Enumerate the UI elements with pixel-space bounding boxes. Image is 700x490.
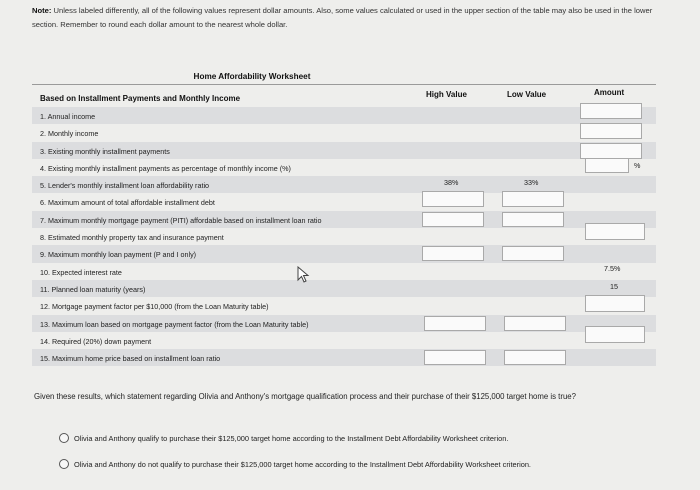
table-row [32, 211, 656, 228]
table-row [32, 228, 656, 245]
row-label: 9. Maximum monthly loan payment (P and I only) [40, 250, 197, 260]
note-label: Note: [32, 6, 52, 15]
option-label: Olivia and Anthony qualify to purchase their $125,000 target home according to the Installment Debt Affordability Worksheet criterion. [74, 434, 509, 443]
table-row [32, 193, 656, 210]
radio-button[interactable] [59, 459, 69, 469]
max-installment-debt-low-input[interactable] [502, 191, 564, 207]
max-home-price-high-input[interactable] [424, 350, 486, 365]
row-label: 6. Maximum amount of total affordable installment debt [40, 198, 215, 208]
row-label: 7. Maximum monthly mortgage payment (PITI) affordable based on installment loan ratio [40, 215, 322, 225]
row-label: 4. Existing monthly installment payments as percentage of monthly income (%) [40, 163, 291, 173]
row-label: 12. Mortgage payment factor per $10,000 (from the Loan Maturity table) [40, 302, 269, 312]
table-row [32, 142, 656, 159]
worksheet-table [32, 107, 656, 366]
interest-rate-value: 7.5% [604, 263, 621, 273]
table-row [32, 297, 656, 314]
percent-unit: % [634, 160, 641, 170]
row-label: 15. Maximum home price based on installment loan ratio [40, 354, 221, 364]
affordability-ratio-high: 38% [444, 178, 459, 188]
table-row [32, 263, 656, 280]
table-row [32, 159, 656, 176]
max-piti-high-input[interactable] [422, 212, 484, 227]
table-row [32, 124, 656, 141]
property-tax-insurance-input[interactable] [585, 223, 645, 240]
row-label: 11. Planned loan maturity (years) [40, 284, 146, 294]
radio-button[interactable] [59, 433, 69, 443]
installment-percentage-input[interactable] [585, 158, 629, 173]
row-label: 3. Existing monthly installment payments [40, 146, 170, 156]
max-piti-low-input[interactable] [502, 212, 564, 227]
table-row [32, 107, 656, 124]
row-label: 14. Required (20%) down payment [40, 336, 152, 346]
max-loan-payment-high-input[interactable] [422, 246, 484, 261]
row-label: 13. Maximum loan based on mortgage payment factor (from the Loan Maturity table) [40, 319, 309, 329]
table-row [32, 332, 656, 349]
max-installment-debt-high-input[interactable] [422, 191, 484, 207]
table-row [32, 280, 656, 297]
column-header-amount: Amount [594, 88, 625, 97]
table-row [32, 349, 656, 366]
existing-installment-payments-input[interactable] [580, 143, 642, 159]
column-header-low: Low Value [507, 90, 547, 99]
section-heading: Based on Installment Payments and Monthly Income [40, 94, 241, 103]
loan-maturity-value: 15 [610, 281, 618, 291]
row-label: 8. Estimated monthly property tax and insurance payment [40, 233, 224, 243]
header-divider [32, 84, 656, 85]
table-row [32, 245, 656, 262]
max-loan-low-input[interactable] [504, 316, 566, 331]
affordability-ratio-low: 33% [524, 178, 539, 188]
mortgage-factor-input[interactable] [585, 295, 645, 312]
mouse-pointer-icon [296, 266, 310, 284]
worksheet-title: Home Affordability Worksheet [193, 72, 311, 81]
row-label: 1. Annual income [40, 112, 96, 121]
annual-income-input[interactable] [580, 103, 642, 119]
note-text: Unless labeled differently, all of the following values represent dollar amounts. Also, some values calculated or used in the upper section of the table may also be used in the lower section. Remember to round each dollar amount to the nearest whole dollar. [32, 6, 653, 29]
max-home-price-low-input[interactable] [504, 350, 566, 365]
note-paragraph [32, 4, 662, 32]
down-payment-input[interactable] [585, 326, 645, 343]
max-loan-high-input[interactable] [424, 316, 486, 331]
monthly-income-input[interactable] [580, 123, 642, 139]
option-label: Olivia and Anthony do not qualify to purchase their $125,000 target home according to the Installment Debt Affordability Worksheet criterion. [74, 460, 531, 469]
row-label: 5. Lender's monthly installment loan affordability ratio [40, 181, 210, 191]
question-text: Given these results, which statement regarding Olivia and Anthony's mortgage qualification process and their purchase of their $125,000 target home is true? [34, 392, 576, 401]
table-row [32, 315, 656, 332]
row-label: 10. Expected interest rate [40, 267, 122, 277]
max-loan-payment-low-input[interactable] [502, 246, 564, 261]
row-label: 2. Monthly income [40, 129, 99, 139]
column-header-high: High Value [426, 90, 467, 99]
